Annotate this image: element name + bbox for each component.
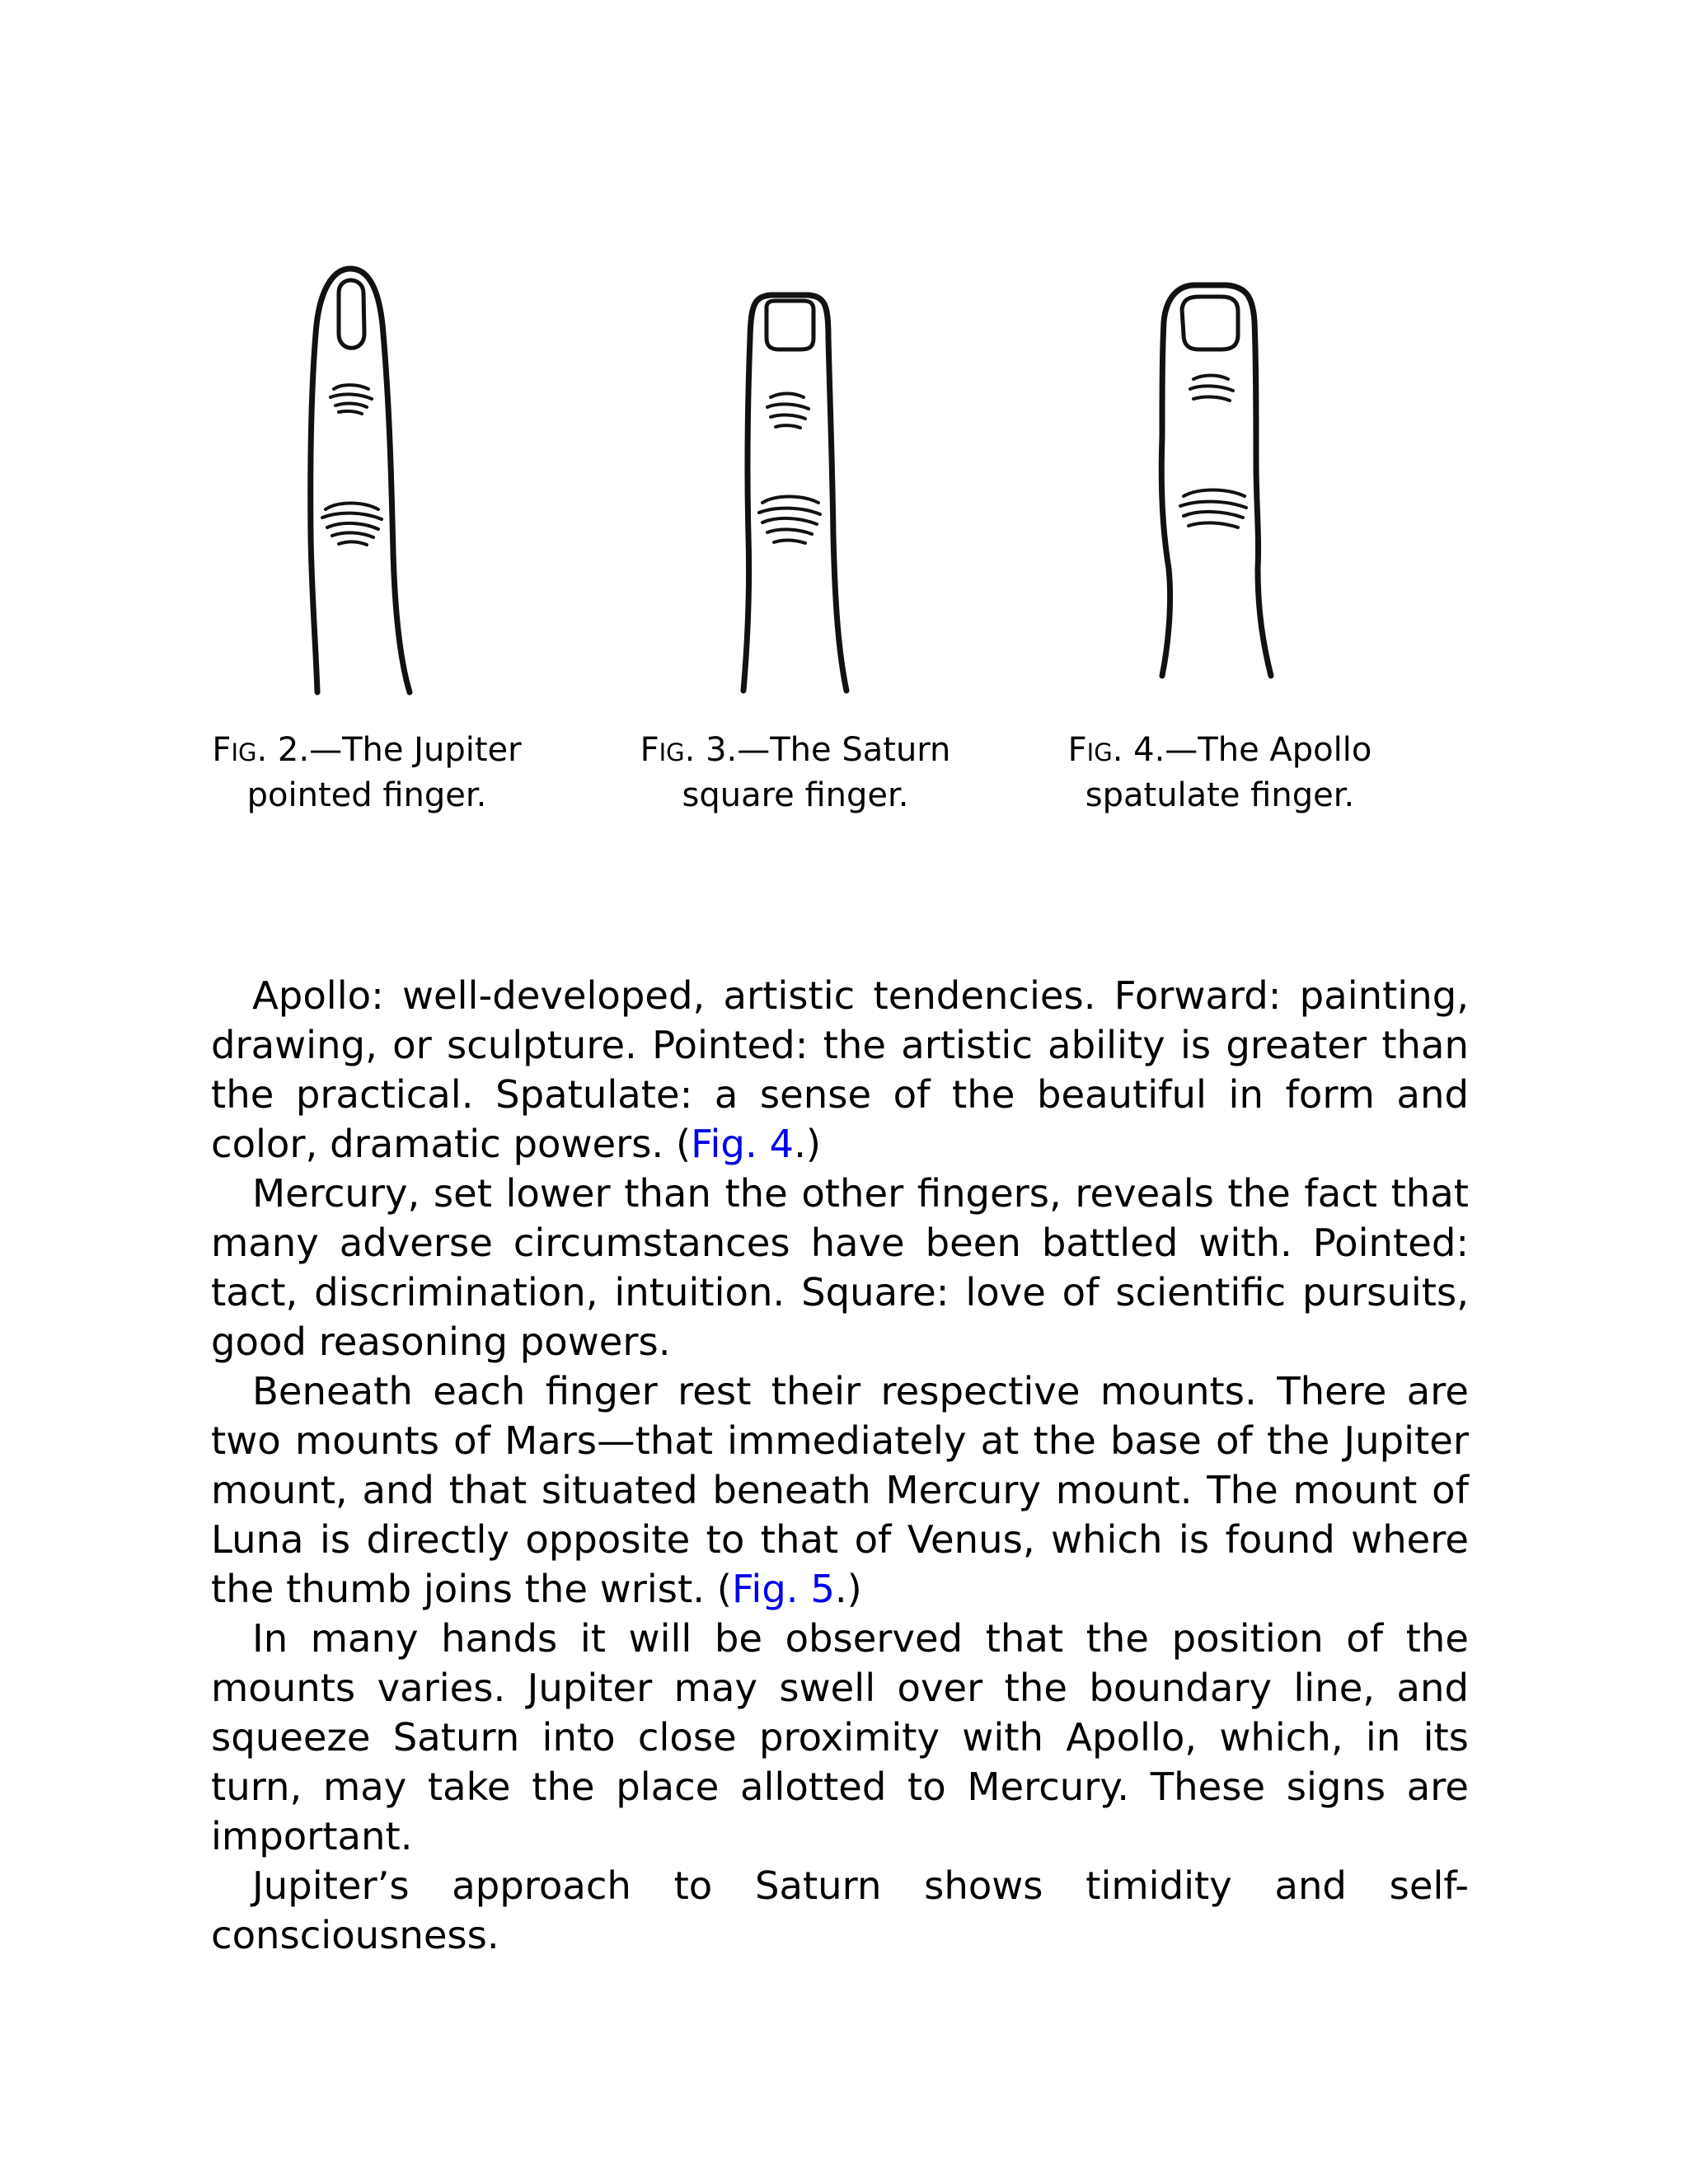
- figure-apollo-spatulate-finger: [1030, 255, 1409, 717]
- caption-title: . 4.—The Apollo: [1112, 731, 1372, 769]
- caption-title: . 3.—The Saturn: [684, 731, 951, 769]
- caption-fig-smallcaps: IG: [659, 738, 685, 766]
- paragraph-text: .): [834, 1567, 862, 1611]
- apollo-spatulate-finger-illustration: [1030, 255, 1409, 717]
- caption-line-1: [177, 729, 556, 774]
- saturn-square-finger-illustration: [606, 255, 985, 717]
- paragraph-text: Beneath each finger rest their respective mounts. There are two mounts of Mars—that immediately at the base of the Jupiter mount, and that situated beneath Mercury mount. The mount of Luna is directly opposite to that of Venus, which is found where the thumb joins the wrist. (: [211, 1369, 1469, 1611]
- caption-fig-smallcaps: IG: [1086, 738, 1113, 766]
- fig-5-link[interactable]: Fig. 5: [731, 1567, 835, 1611]
- jupiter-pointed-finger-illustration: [177, 255, 556, 717]
- body-text: [211, 971, 1469, 1960]
- paragraph-jupiter-approach: Jupiter’s approach to Saturn shows timidity and self-consciousness.: [211, 1863, 1469, 1957]
- figure-saturn-square-finger: [606, 255, 985, 717]
- figure-2-caption: [177, 729, 556, 817]
- caption-fig-initial: F: [640, 731, 659, 769]
- paragraph-mount-positions: In many hands it will be observed that the position of the mounts varies. Jupiter may swell over the boundary line, and squeeze Saturn into close proximity with Apollo, which, in its turn, may take the place allotted to Mercury. These signs are important.: [211, 1616, 1469, 1858]
- caption-title: . 2.—The Jupiter: [256, 731, 522, 769]
- paragraph-mercury: Mercury, set lower than the other fingers, reveals the fact that many adverse circumstances have been battled with. Pointed: tact, discrimination, intuition. Square: love of scientific pursuits, good reasoning powers.: [211, 1171, 1469, 1364]
- caption-fig-initial: F: [1067, 731, 1087, 769]
- caption-line-2: pointed finger.: [246, 776, 487, 814]
- paragraph-text: Apollo: well-developed, artistic tendencies. Forward: painting, drawing, or sculpture. Pointed: the artistic ability is greater than the practical. Spatulate: a sense of the beautiful in form and color, dramatic powers. (: [211, 973, 1469, 1166]
- fig-4-link[interactable]: Fig. 4: [691, 1122, 795, 1166]
- figure-4-caption: [1030, 729, 1409, 817]
- caption-line-1: [606, 729, 985, 774]
- paragraph-text: .): [794, 1122, 822, 1166]
- caption-line-2: square finger.: [682, 776, 909, 814]
- paragraph-mounts: [211, 1366, 1469, 1614]
- figure-jupiter-pointed-finger: [177, 255, 556, 717]
- caption-line-1: [1030, 729, 1409, 774]
- caption-fig-smallcaps: IG: [231, 738, 257, 766]
- figure-3-caption: [606, 729, 985, 817]
- caption-fig-initial: F: [212, 731, 232, 769]
- caption-line-2: spatulate finger.: [1085, 776, 1355, 814]
- paragraph-apollo: [211, 971, 1469, 1169]
